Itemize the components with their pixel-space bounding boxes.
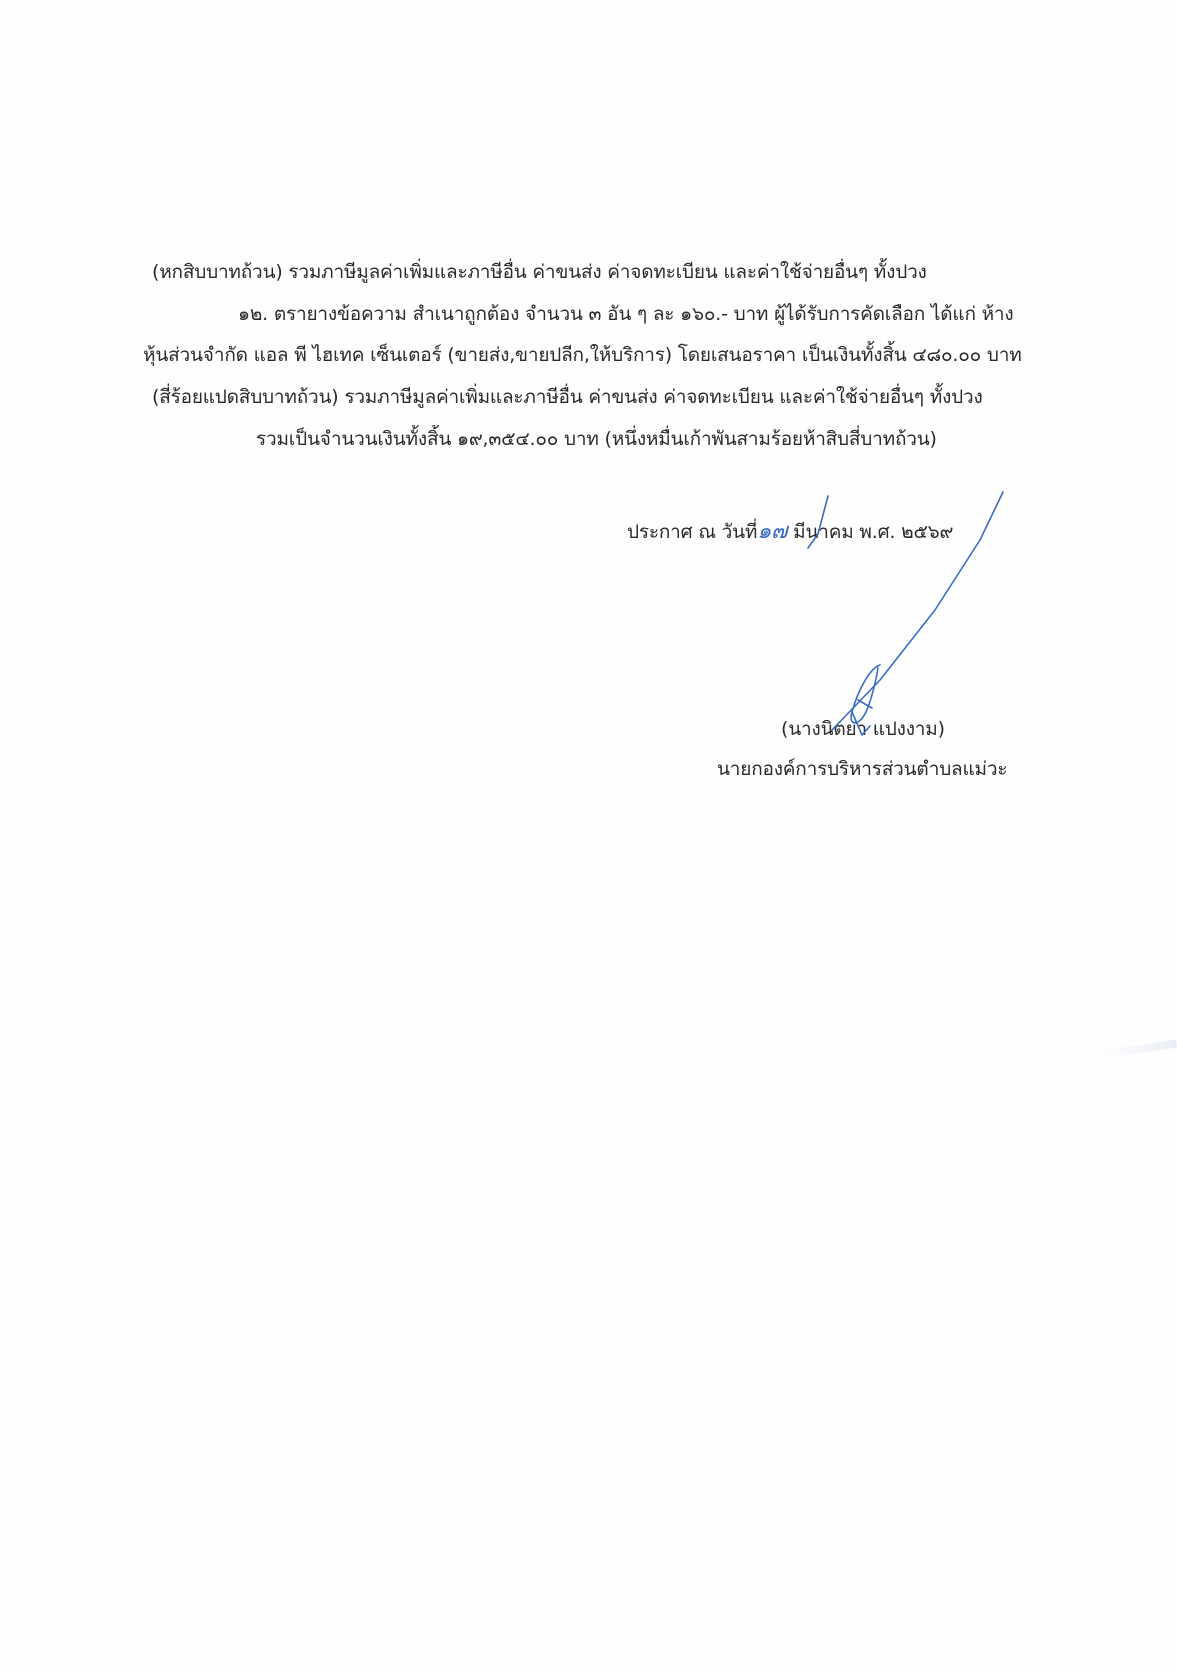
paragraph-line-item-12: ๑๒. ตรายางข้อความ สำเนาถูกต้อง จำนวน ๓ อัน ๆ ละ ๑๖๐.- บาท ผู้ได้รับการคัดเลือก ได้แก่ ห้าง (238, 303, 1014, 325)
handwritten-day: ๑๗ (757, 519, 788, 544)
signatory-name: (นางนิตยา แปงงาม) (781, 718, 945, 740)
total-amount-line: รวมเป็นจำนวนเงินทั้งสิ้น ๑๙,๓๕๔.๐๐ บาท (หนึ่งหมื่นเก้าพันสามร้อยห้าสิบสี่บาทถ้วน) (256, 428, 937, 450)
announcement-month-year: มีนาคม พ.ศ. ๒๕๖๙ (793, 521, 954, 543)
announcement-date (627, 518, 953, 546)
paragraph-line-1: (หกสิบบาทถ้วน) รวมภาษีมูลค่าเพิ่มและภาษีอื่น ค่าขนส่ง ค่าจดทะเบียน และค่าใช้จ่ายอื่นๆ ทั้งปวง (152, 261, 927, 283)
scan-artifact (1100, 1040, 1177, 1059)
paragraph-line-4: (สี่ร้อยแปดสิบบาทถ้วน) รวมภาษีมูลค่าเพิ่มและภาษีอื่น ค่าขนส่ง ค่าจดทะเบียน และค่าใช้จ่ายอื่นๆ ทั้งปวง (152, 386, 983, 408)
paragraph-line-3: หุ้นส่วนจำกัด แอล พี ไฮเทค เซ็นเตอร์ (ขายส่ง,ขายปลีก,ให้บริการ) โดยเสนอราคา เป็นเงินทั้งสิ้น ๔๘๐.๐๐ บาท (143, 344, 1022, 366)
signatory-position: นายกองค์การบริหารส่วนตำบลแม่วะ (717, 758, 1008, 780)
announcement-prefix: ประกาศ ณ วันที่ (627, 521, 758, 543)
